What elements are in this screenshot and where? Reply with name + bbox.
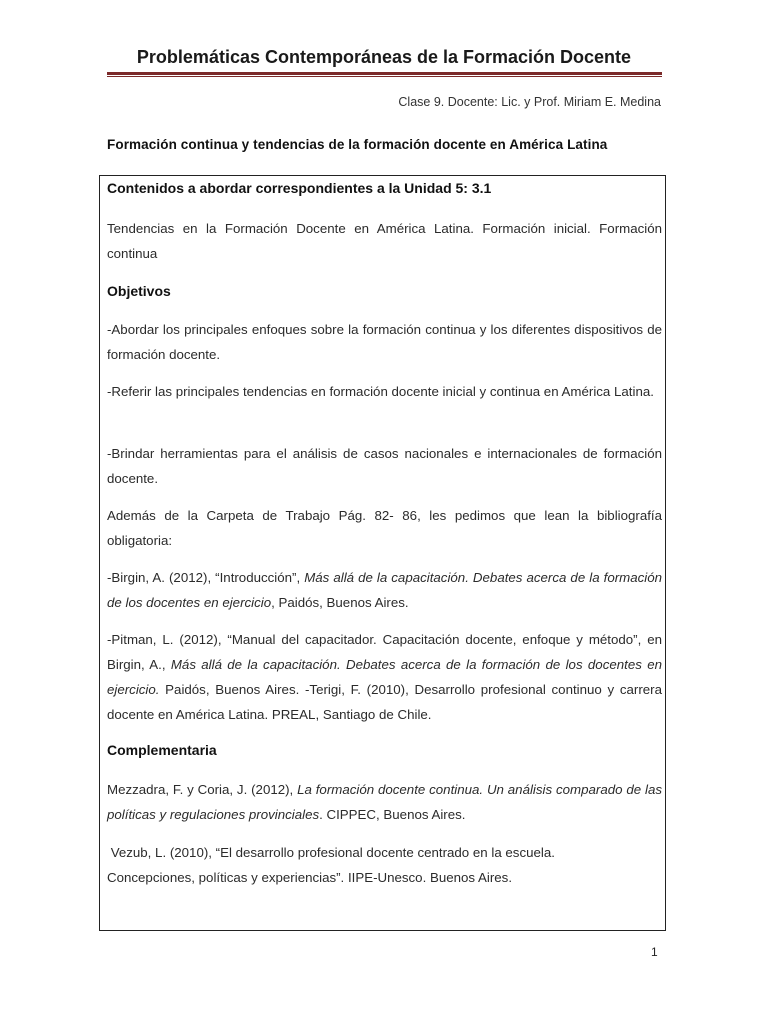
reference-vezub-line-2: Concepciones, políticas y experiencias”. IIPE-Unesco. Buenos Aires.	[107, 870, 513, 885]
header-rule-thick	[107, 72, 662, 75]
reference-pitman-terigi: -Pitman, L. (2012), “Manual del capacitador. Capacitación docente, enfoque y método”, en Birgin, A., Más allá de la capacitación. Debates acerca de la formación de los docentes en ejercicio. Paidós, Buenos Aires. -Terigi, F. (2010), Desarrollo profesional continuo y carrera docente en América Latina. PREAL, Santiago de Chile.	[107, 632, 662, 722]
objective-item: -Brindar herramientas para el análisis de casos nacionales e internacionales de formación docente.	[107, 446, 662, 486]
objectives-title: Objetivos	[107, 283, 171, 299]
page-header-title: Problemáticas Contemporáneas de la Formación Docente	[136, 47, 632, 67]
header-rule-thin	[107, 76, 662, 77]
objective-item: -Abordar los principales enfoques sobre la formación continua y los diferentes dispositivos de formación docente.	[107, 322, 662, 362]
page-number: 1	[651, 945, 658, 959]
reference-mezzadra: Mezzadra, F. y Coria, J. (2012), La formación docente continua. Un análisis comparado de las políticas y regulaciones provinciales. CIPPEC, Buenos Aires.	[107, 782, 662, 822]
objective-item: -Referir las principales tendencias en formación docente inicial y continua en América Latina.	[107, 384, 654, 399]
document-heading: Formación continua y tendencias de la formación docente en América Latina	[107, 137, 608, 152]
complementary-title: Complementaria	[107, 742, 217, 758]
reading-intro: Además de la Carpeta de Trabajo Pág. 82- 86, les pedimos que lean la bibliografía obligatoria:	[107, 508, 662, 548]
contents-title: Contenidos a abordar correspondientes a la Unidad 5: 3.1	[107, 180, 492, 196]
reference-vezub-line-1: Vezub, L. (2010), “El desarrollo profesional docente centrado en la escuela.	[107, 845, 555, 860]
contents-text: Tendencias en la Formación Docente en América Latina. Formación inicial. Formación continua	[107, 221, 662, 261]
reference-birgin: -Birgin, A. (2012), “Introducción”, Más allá de la capacitación. Debates acerca de la formación de los docentes en ejercicio, Paidós, Buenos Aires.	[107, 570, 663, 610]
class-teacher-line: Clase 9. Docente: Lic. y Prof. Miriam E. Medina	[398, 95, 661, 109]
